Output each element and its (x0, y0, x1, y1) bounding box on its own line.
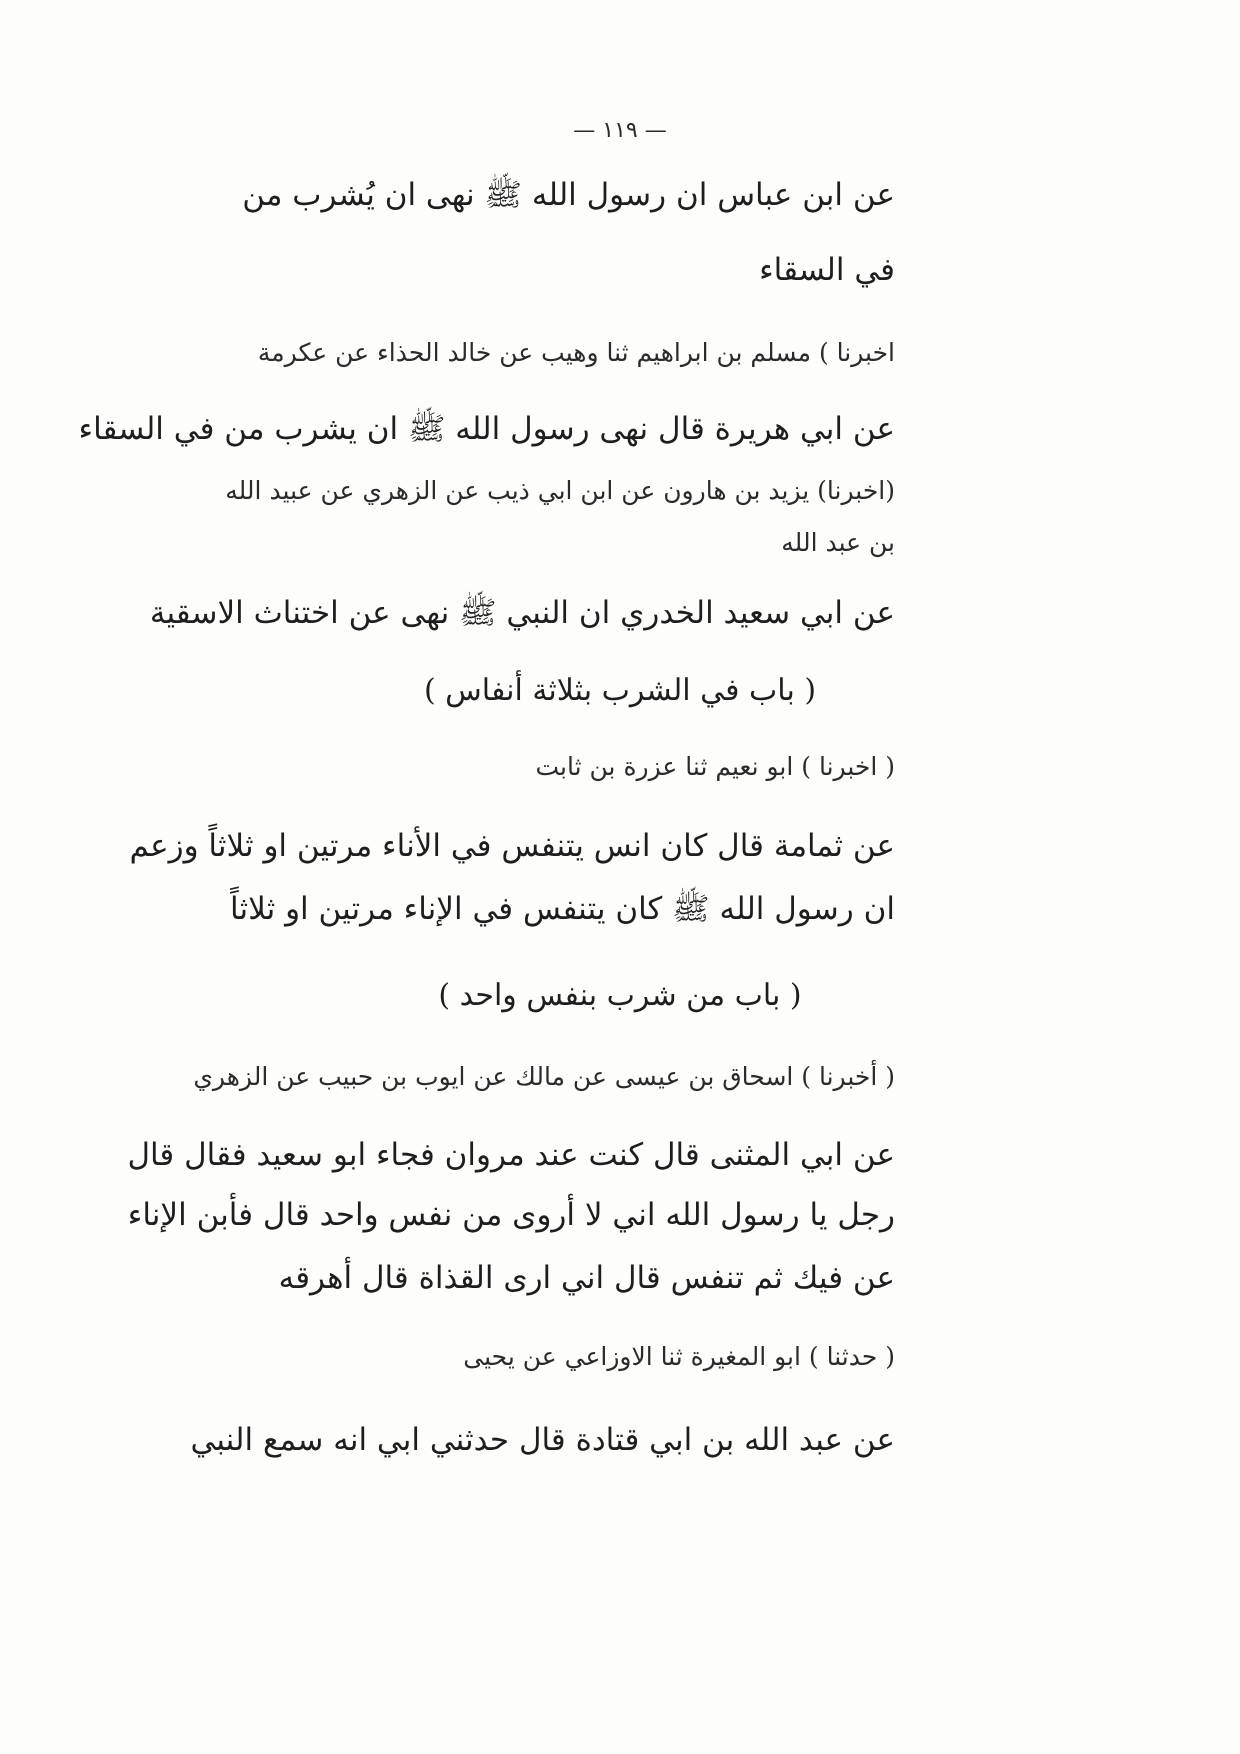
chapter-heading-2: ( باب من شرب بنفس واحد ) (438, 978, 802, 1013)
text-line-1: عن ابن عباس ان رسول الله ﷺ نهى ان يُشرب من (242, 177, 895, 213)
page-number: — ١١٩ — (573, 118, 667, 143)
isnad-line-5: ( أخبرنا ) اسحاق بن عيسى عن مالك عن ايوب بن حبيب عن الزهري (193, 1062, 895, 1091)
text-line-8: رجل يا رسول الله اني لا أروى من نفس واحد قال فأبن الإناء (127, 1197, 895, 1233)
text-line-6: ان رسول الله ﷺ كان يتنفس في الإناء مرتين او ثلاثاً (230, 891, 895, 927)
text-line-3: عن ابي هريرة قال نهى رسول الله ﷺ ان يشرب من في السقاء (78, 411, 895, 447)
isnad-line-4: ( اخبرنا ) ابو نعيم ثنا عزرة بن ثابت (535, 752, 895, 781)
isnad-line-1: اخبرنا ) مسلم بن ابراهيم ثنا وهيب عن خالد الحذاء عن عكرمة (257, 338, 895, 367)
text-line-2: في السقاء (759, 252, 895, 288)
text-line-5: عن ثمامة قال كان انس يتنفس في الأناء مرتين او ثلاثاً وزعم (129, 828, 895, 864)
isnad-line-3: بن عبد الله (781, 528, 895, 557)
chapter-heading-1: ( باب في الشرب بثلاثة أنفاس ) (423, 673, 817, 708)
isnad-line-2: (اخبرنا) يزيد بن هارون عن ابن ابي ذيب عن الزهري عن عبيد الله (225, 476, 895, 505)
text-line-10: عن عبد الله بن ابي قتادة قال حدثني ابي انه سمع النبي (190, 1422, 895, 1458)
isnad-line-6: ( حدثنا ) ابو المغيرة ثنا الاوزاعي عن يحيى (463, 1342, 895, 1371)
text-line-9: عن فيك ثم تنفس قال اني ارى القذاة قال أهرقه (278, 1260, 895, 1296)
text-line-7: عن ابي المثنى قال كنت عند مروان فجاء ابو سعيد فقال قال (127, 1137, 895, 1173)
text-line-4: عن ابي سعيد الخدري ان النبي ﷺ نهى عن اختناث الاسقية (149, 595, 895, 631)
